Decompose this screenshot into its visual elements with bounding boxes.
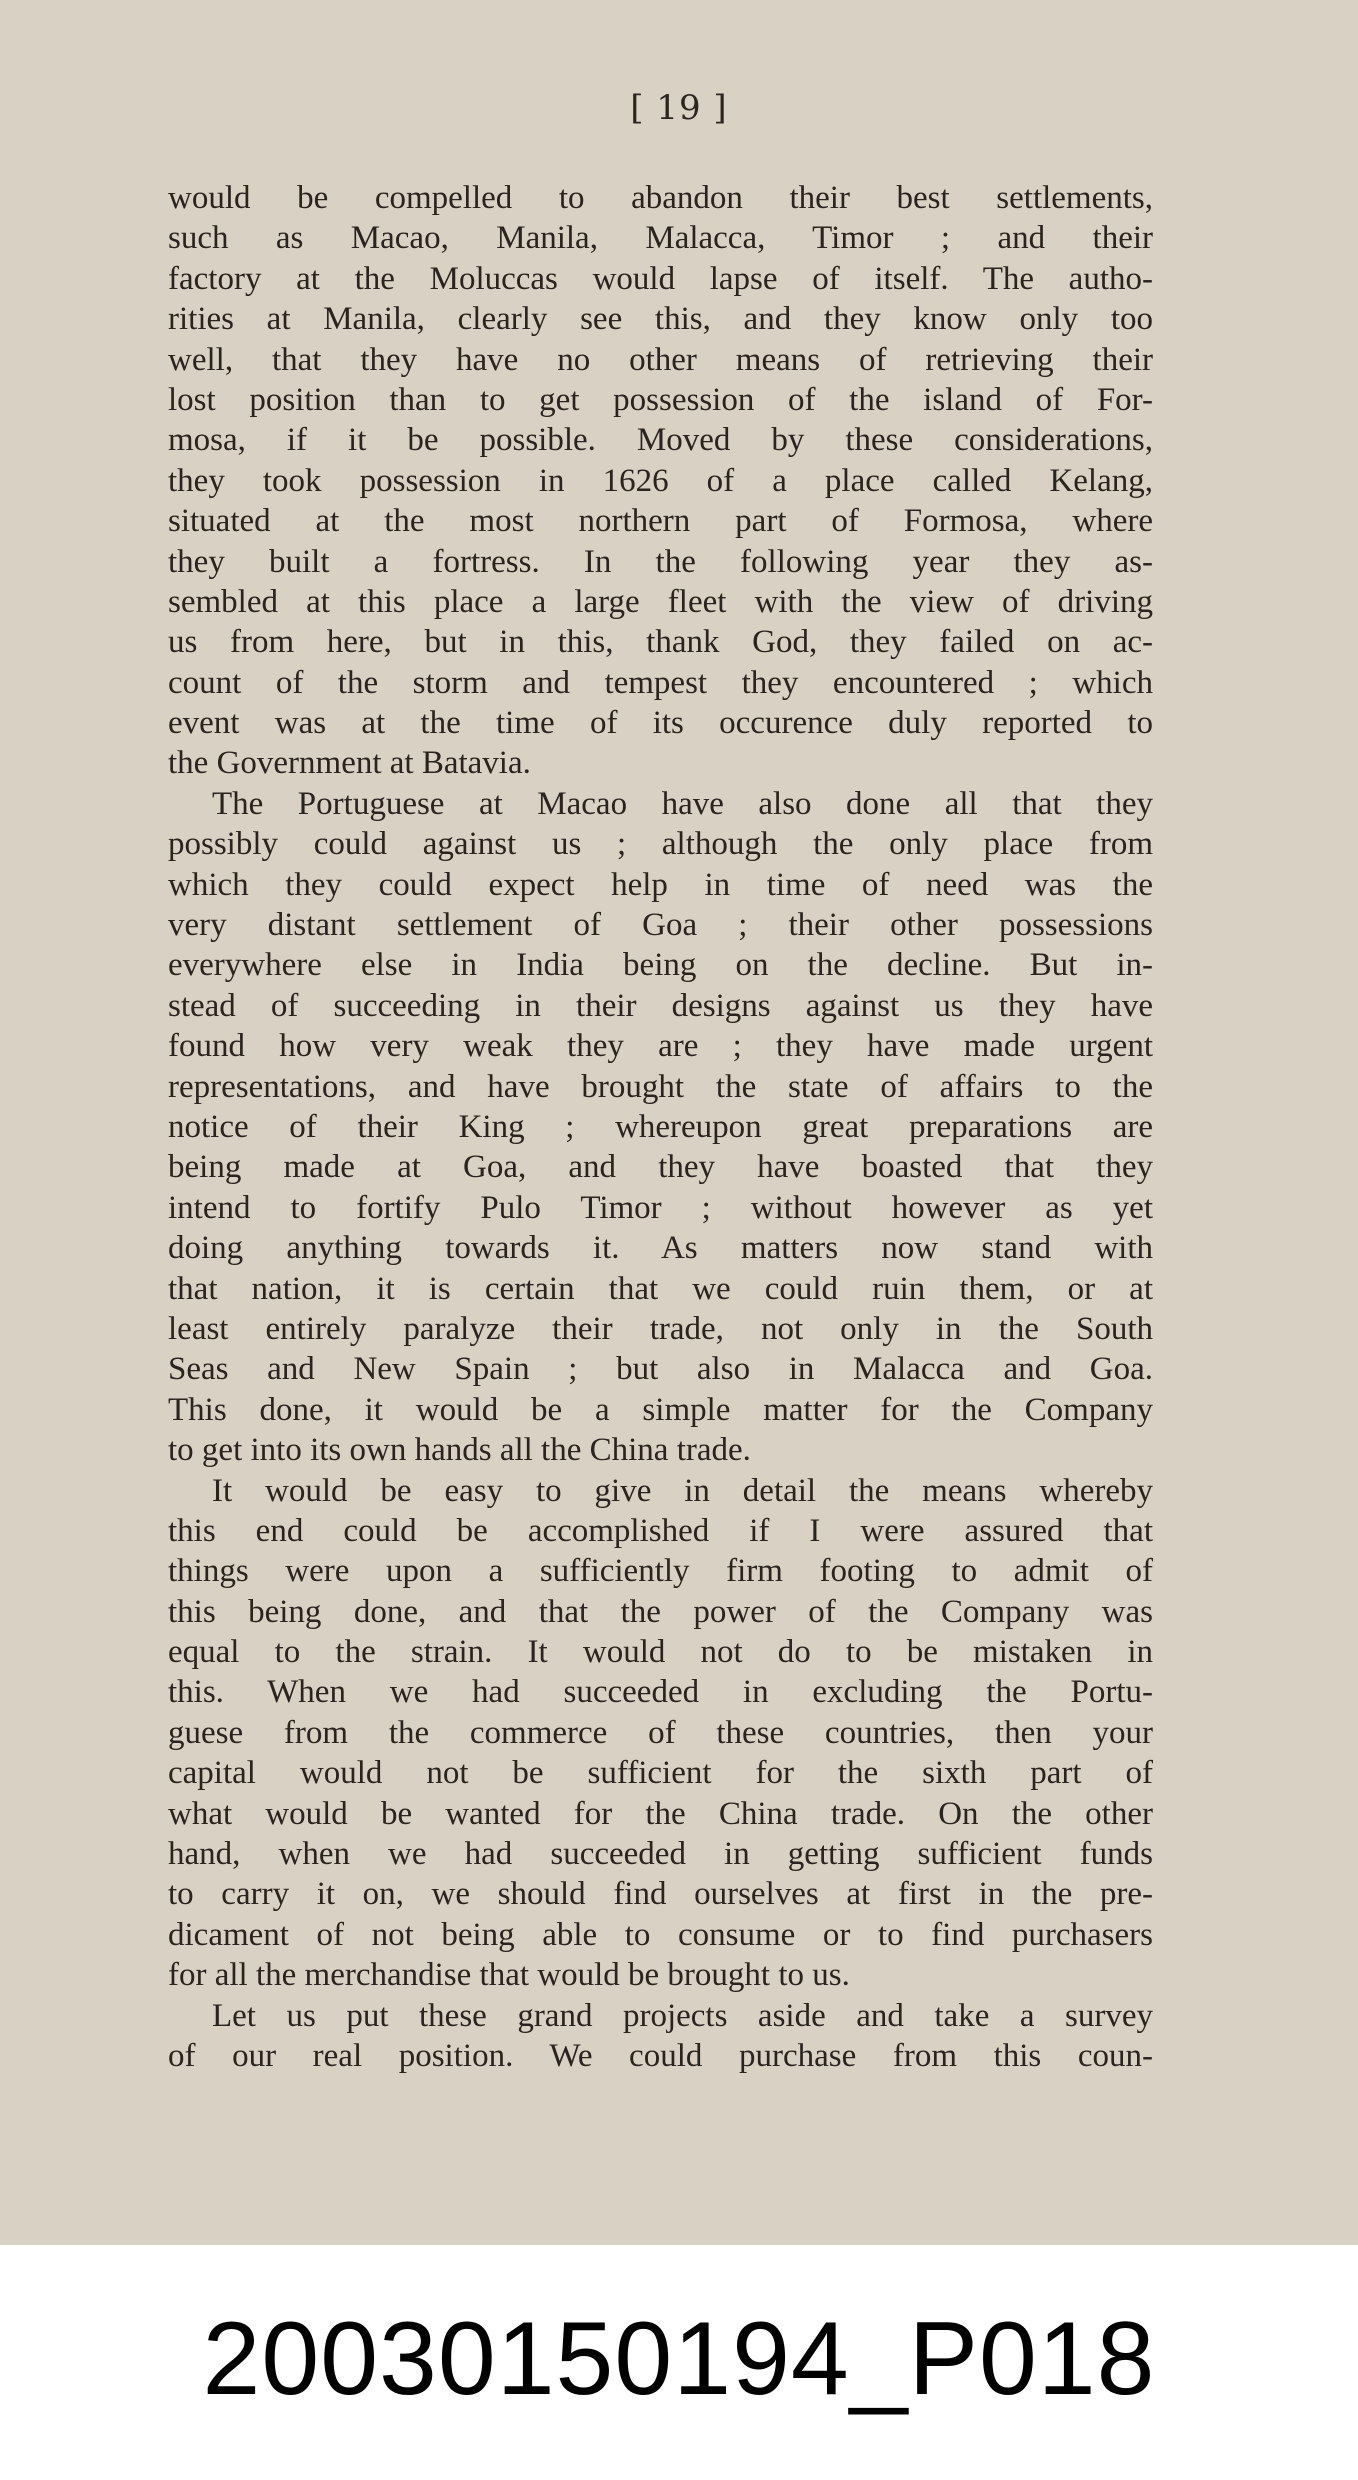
text-line: which they could expect help in time of need was the <box>168 866 1153 903</box>
text-line: sembled at this place a large fleet with the view of driving <box>168 583 1153 620</box>
text-line: capital would not be sufficient for the sixth part of <box>168 1755 1153 1792</box>
text-line: guese from the commerce of these countries, then your <box>168 1714 1153 1751</box>
body-text <box>168 178 1153 2076</box>
text-line: found how very weak they are ; they have made urgent <box>168 1028 1153 1065</box>
text-line: everywhere else in India being on the decline. But in- <box>168 947 1153 984</box>
text-line: of our real position. We could purchase from this coun- <box>168 2037 1153 2074</box>
text-line: this end could be accomplished if I were assured that <box>168 1512 1153 1549</box>
text-line: The Portuguese at Macao have also done all that they <box>212 785 1153 822</box>
text-line: this. When we had succeeded in excluding the Portu- <box>168 1674 1153 1711</box>
text-line: well, that they have no other means of retrieving their <box>168 341 1153 378</box>
text-line: us from here, but in this, thank God, they failed on ac- <box>168 624 1153 661</box>
text-line: they took possession in 1626 of a place called Kelang, <box>168 462 1153 499</box>
text-line: least entirely paralyze their trade, not only in the South <box>168 1310 1153 1347</box>
text-line: that nation, it is certain that we could ruin them, or at <box>168 1270 1153 1307</box>
text-line: Let us put these grand projects aside and take a survey <box>212 1997 1153 2034</box>
text-line: mosa, if it be possible. Moved by these considerations, <box>168 422 1153 459</box>
text-line: would be compelled to abandon their best settlements, <box>168 180 1153 216</box>
text-line: possibly could against us ; although the only place from <box>168 826 1153 863</box>
text-line: to get into its own hands all the China trade. <box>168 1432 751 1469</box>
text-line: doing anything towards it. As matters now stand with <box>168 1230 1153 1267</box>
text-line: things were upon a sufficiently firm footing to admit of <box>168 1553 1153 1590</box>
text-line: equal to the strain. It would not do to be mistaken in <box>168 1634 1153 1671</box>
text-line: this being done, and that the power of the Company was <box>168 1593 1153 1630</box>
text-line: rities at Manila, clearly see this, and they know only too <box>168 301 1153 338</box>
text-line: the Government at Batavia. <box>168 745 531 782</box>
text-line: to carry it on, we should find ourselves at first in the pre- <box>168 1876 1153 1913</box>
text-line: hand, when we had succeeded in getting sufficient funds <box>168 1836 1153 1873</box>
text-line: dicament of not being able to consume or to find purchasers <box>168 1916 1153 1953</box>
page-number: [ 19 ] <box>630 88 728 128</box>
text-line: for all the merchandise that would be brought to us. <box>168 1957 850 1994</box>
text-line: such as Macao, Manila, Malacca, Timor ; and their <box>168 220 1153 257</box>
text-line: factory at the Moluccas would lapse of itself. The autho- <box>168 260 1153 297</box>
text-line: what would be wanted for the China trade. On the other <box>168 1795 1153 1832</box>
text-line: being made at Goa, and they have boasted that they <box>168 1149 1153 1186</box>
caption-strip <box>0 2245 1358 2480</box>
text-line: Seas and New Spain ; but also in Malacca and Goa. <box>168 1351 1153 1388</box>
text-line: situated at the most northern part of Formosa, where <box>168 503 1153 540</box>
text-line: It would be easy to give in detail the means whereby <box>212 1472 1153 1509</box>
text-line: representations, and have brought the state of affairs to the <box>168 1068 1153 1105</box>
text-line: event was at the time of its occurence duly reported to <box>168 705 1153 742</box>
text-line: notice of their King ; whereupon great preparations are <box>168 1108 1153 1145</box>
text-line: very distant settlement of Goa ; their other possessions <box>168 907 1153 944</box>
text-line: count of the storm and tempest they encountered ; which <box>168 664 1153 701</box>
text-line: intend to fortify Pulo Timor ; without however as yet <box>168 1189 1153 1226</box>
document-id-caption: 20030150194_P018 <box>202 2301 1156 2417</box>
text-line: lost position than to get possession of the island of For- <box>168 381 1153 418</box>
text-line: they built a fortress. In the following year they as- <box>168 543 1153 580</box>
text-line: stead of succeeding in their designs against us they have <box>168 987 1153 1024</box>
text-line: This done, it would be a simple matter for the Company <box>168 1391 1153 1428</box>
